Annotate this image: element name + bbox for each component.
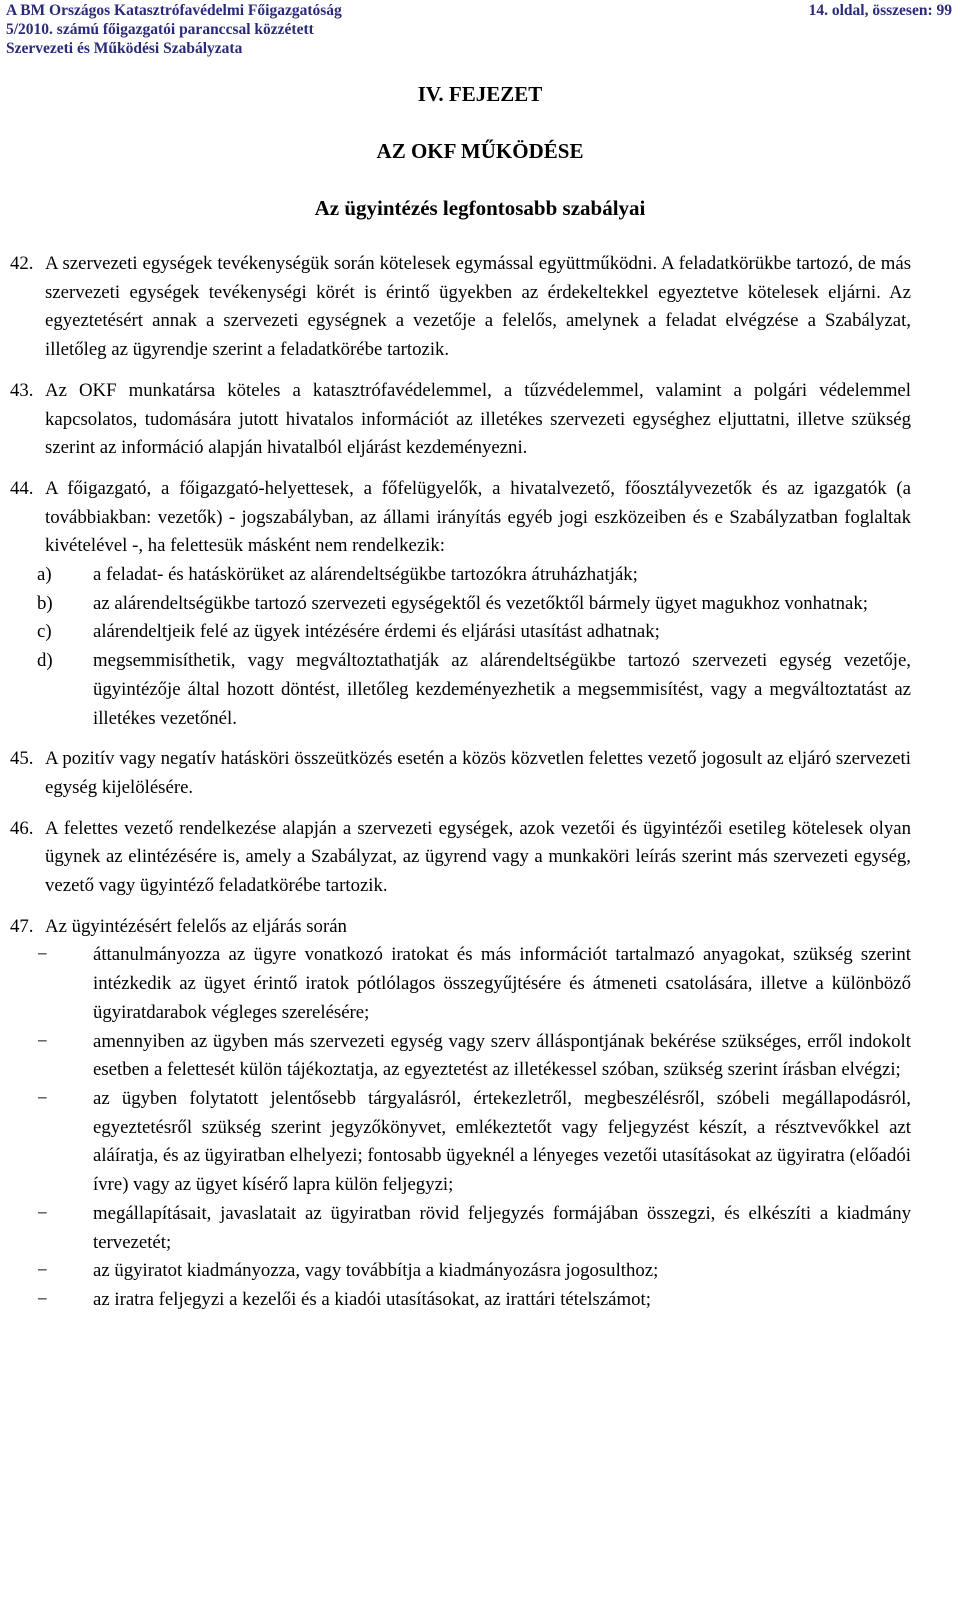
paragraph-46 [10, 815, 911, 901]
paragraph-text: Az ügyintézésért felelős az eljárás során [45, 915, 347, 937]
list-item [37, 590, 911, 619]
dash-marker: − [37, 1030, 48, 1052]
paragraph-number: 42. [10, 253, 34, 274]
list-item [37, 1257, 911, 1286]
paragraph-number: 47. [10, 915, 34, 937]
dash-marker: − [37, 1202, 48, 1224]
list-marker: a) [37, 564, 52, 586]
document-body [0, 250, 960, 1315]
paragraph-text: A felettes vezető rendelkezése alapján a szervezeti egységek, azok vezetői és ügyintézői esetileg kötelesek olyan ügynek az elintézésére is, amely a Szabályzat, az ügyrend vagy a munkaköri leírás szerint más szervezeti egység, vezető vagy ügyintéző feladatkörébe tartozik. [45, 817, 911, 897]
dash-marker: − [37, 944, 48, 966]
list-item-text: az ügyiratot kiadmányozza, vagy továbbítja a kiadmányozásra jogosulthoz; [93, 1260, 659, 1282]
list-item [37, 618, 911, 647]
page-header [6, 1, 952, 58]
header-org: A BM Országos Katasztrófavédelmi Főigazgatóság [6, 2, 342, 19]
paragraph-44 [10, 475, 911, 561]
list-item-text: alárendeltjeik felé az ügyek intézésére érdemi és eljárási utasítást adhatnak; [93, 621, 660, 643]
paragraph-45 [10, 745, 911, 802]
list-item [37, 647, 911, 733]
list-item-text: az alárendeltségükbe tartozó szervezeti egységektől és vezetőktől bármely ügyet magukhoz vonhatnak; [93, 592, 868, 614]
list-marker: d) [37, 650, 53, 672]
paragraph-text: A szervezeti egységek tevékenységük során kötelesek egymással együttműködni. A feladatkörükbe tartozó, de más szervezeti egységek tevékenységi körét is érintő ügyekben az érdekeltekkel egyeztetve kötelesek eljárni. Az egyeztetésért annak a szervezeti egységnek a vezetője a felelős, amelynek a feladat elvégzése a Szabályzat, illetőleg az ügyrendje szerint a feladatkörébe tartozik. [45, 253, 911, 361]
header-doc-title: Szervezeti és Működési Szabályzata [6, 40, 243, 57]
dash-marker: − [37, 1087, 48, 1109]
list-item-text: az ügyben folytatott jelentősebb tárgyalásról, értekezletről, megbeszélésről, szóbeli megállapodásról, egyeztetésről szükség szerint jegyzőkönyvet, emlékeztetőt vagy feljegyzést készít, a résztvevőkkel azt aláíratja, és az ügyiratban elhelyezi; fontosabb ügyeknél a lényeges vezetői utasításokat az ügyiratra (előadói ívre) vagy az ügyet kísérő lapra külön feljegyzi; [93, 1087, 911, 1196]
paragraph-number: 45. [10, 748, 34, 770]
list-marker: c) [37, 621, 52, 643]
chapter-title: IV. FEJEZET [417, 82, 543, 106]
subsection-title: Az ügyintézés legfontosabb szabályai [314, 196, 646, 220]
paragraph-47 [10, 913, 911, 942]
list-item [37, 561, 911, 590]
paragraph-42 [10, 250, 911, 365]
list-item-text: megsemmisíthetik, vagy megváltoztathatják az alárendeltségükbe tartozó szervezeti egység vezetője, ügyintézője által hozott döntést, illetőleg kezdeményezhetik a megsemmisítést, vagy a megváltoztatást az illetékes vezetőnél. [93, 650, 911, 729]
paragraph-text: A főigazgató, a főigazgató-helyettesek, a főfelügyelők, a hivatalvezető, főosztályvezetők és az igazgatók (a továbbiakban: vezetők) - jogszabályban, az állami irányítás egyéb jogi eszközeiben és e Szabályzatban foglaltak kivételével -, ha felettesük másként nem rendelkezik: [45, 477, 911, 557]
section-title: AZ OKF MŰKÖDÉSE [376, 139, 584, 163]
list-item [37, 1286, 911, 1315]
paragraph-text: Az OKF munkatársa köteles a katasztrófavédelemmel, a tűzvédelemmel, valamint a polgári védelemmel kapcsolatos, tudomására jutott hivatalos információt az illetékes szervezeti egységhez eljuttatni, illetve szükség szerint az információ alapján hivatalból eljárást kezdeményezni. [45, 379, 911, 459]
list-item-text: megállapításait, javaslatait az ügyiratban rövid feljegyzés formájában összegzi, és elkészíti a kiadmány tervezetét; [93, 1202, 911, 1253]
list-item [37, 1085, 911, 1200]
dash-marker: − [37, 1260, 48, 1282]
paragraph-43 [10, 377, 911, 463]
paragraph-number: 43. [10, 379, 34, 401]
paragraph-text: A pozitív vagy negatív hatásköri összeütközés esetén a közös közvetlen felettes vezető jogosult az eljáró szervezeti egység kijelölésére. [45, 748, 911, 798]
header-decree: 5/2010. számú főigazgatói paranccsal közzétett [6, 21, 314, 38]
header-page-info: 14. oldal, összesen: 99 [808, 2, 952, 19]
paragraph-number: 46. [10, 817, 34, 839]
list-item-text: áttanulmányozza az ügyre vonatkozó iratokat és más információt tartalmazó anyagokat, szükség szerint intézkedik az ügyet érintő iratok pótlólagos összegyűjtésére és átmeneti csatolására, illetve a különböző ügyiratdarabok végleges szerelésére; [93, 944, 911, 1023]
dash-marker: − [37, 1288, 48, 1310]
list-item-text: amennyiben az ügyben más szervezeti egység vagy szerv álláspontjának bekérése szükséges, erről indokolt esetben a felettesét külön tájékoztatja, az egyeztetést az illetékessel szóban, szükség szerint írásban elvégzi; [93, 1030, 911, 1081]
list-item-text: az iratra feljegyzi a kezelői és a kiadói utasításokat, az irattári tételszámot; [93, 1288, 651, 1310]
list-item [37, 1200, 911, 1257]
list-item [37, 1028, 911, 1085]
paragraph-number: 44. [10, 477, 34, 499]
list-marker: b) [37, 592, 53, 614]
list-item-text: a feladat- és hatáskörüket az alárendeltségükbe tartozókra átruházhatják; [93, 564, 638, 586]
list-item [37, 941, 911, 1027]
